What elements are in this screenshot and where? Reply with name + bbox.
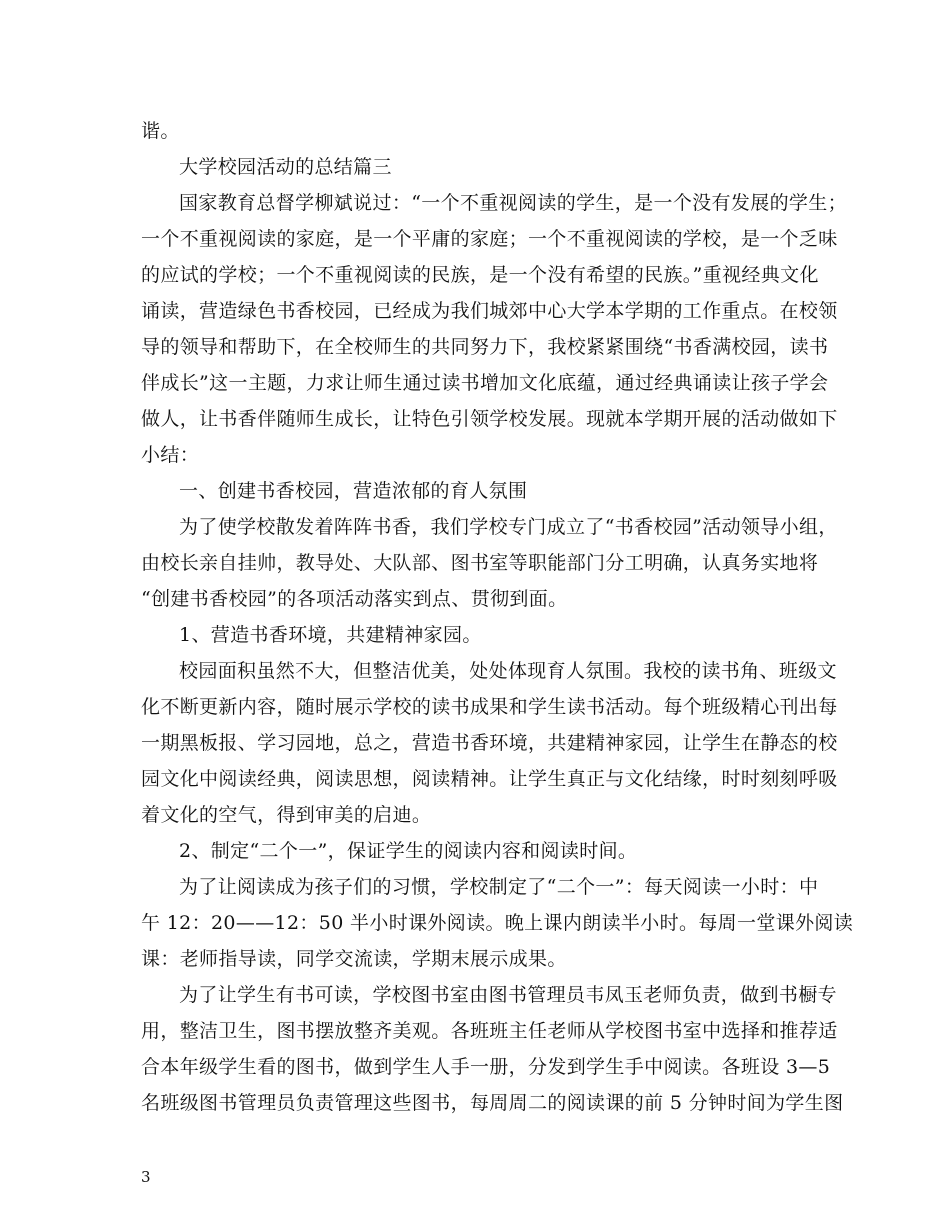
- text-line: 导的领导和帮助下，在全校师生的共同努力下，我校紧紧围绕“书香满校园，读书: [141, 336, 829, 358]
- text-line: 伴成长”这一主题，力求让师生通过读书增加文化底蕴，通过经典诵读让孩子学会: [141, 372, 829, 394]
- text-line: 着文化的空气，得到审美的启迪。: [141, 804, 432, 826]
- text-line: 诵读，营造绿色书香校园，已经成为我们城郊中心大学本学期的工作重点。在校领: [141, 300, 838, 322]
- text-line: 的应试的学校；一个不重视阅读的民族，是一个没有希望的民族。”重视经典文化: [141, 264, 819, 286]
- section-heading: 大学校园活动的总结篇三: [179, 156, 392, 178]
- text-line: 小结：: [141, 444, 200, 466]
- text-line: 一个不重视阅读的家庭，是一个平庸的家庭；一个不重视阅读的学校，是一个乏味: [141, 228, 838, 250]
- page-number: 3: [141, 1168, 151, 1186]
- text-line: 为了使学校散发着阵阵书香，我们学校专门成立了“书香校园”活动领导小组，: [179, 516, 838, 538]
- text-line: 课：老师指导读，同学交流读，学期末展示成果。: [141, 948, 567, 970]
- subheading: 一、创建书香校园，营造浓郁的育人氛围: [179, 480, 528, 502]
- text-line: 名班级图书管理员负责管理这些图书，每周周二的阅读课的前 5 分钟时间为学生图: [141, 1092, 844, 1114]
- text-line: 校园面积虽然不大，但整洁优美，处处体现育人氛围。我校的读书角、班级文: [179, 660, 837, 682]
- text-line: 用，整洁卫生，图书摆放整齐美观。各班班主任老师从学校图书室中选择和推荐适: [141, 1020, 838, 1042]
- text-line: 园文化中阅读经典，阅读思想，阅读精神。让学生真正与文化结缘，时时刻刻呼吸: [141, 768, 838, 790]
- text-line: 国家教育总督学柳斌说过：“一个不重视阅读的学生，是一个没有发展的学生；: [179, 192, 847, 214]
- subheading: 2、制定“二个一”，保证学生的阅读内容和阅读时间。: [179, 840, 638, 862]
- text-line: 为了让阅读成为孩子们的习惯，学校制定了“二个一”：每天阅读一小时：中: [179, 876, 819, 898]
- text-line: 午 12：20——12：50 半小时课外阅读。晚上课内朗读半小时。每周一堂课外阅读: [141, 912, 854, 934]
- text-line: 一期黑板报、学习园地，总之，营造书香环境，共建精神家园，让学生在静态的校: [141, 732, 838, 754]
- text-line: 由校长亲自挂帅，教导处、大队部、图书室等职能部门分工明确，认真务实地将: [141, 552, 819, 574]
- subheading: 1、营造书香环境，共建精神家园。: [179, 624, 482, 646]
- text-line: 谐。: [141, 120, 180, 142]
- text-line: 为了让学生有书可读，学校图书室由图书管理员韦凤玉老师负责，做到书橱专: [179, 984, 837, 1006]
- text-line: 化不断更新内容，随时展示学校的读书成果和学生读书活动。每个班级精心刊出每: [141, 696, 838, 718]
- text-line: 合本年级学生看的图书，做到学生人手一册，分发到学生手中阅读。各班设 3—5: [141, 1056, 831, 1078]
- text-line: “创建书香校园”的各项活动落实到点、贯彻到面。: [141, 588, 568, 610]
- text-line: 做人，让书香伴随师生成长，让特色引领学校发展。现就本学期开展的活动做如下: [141, 408, 838, 430]
